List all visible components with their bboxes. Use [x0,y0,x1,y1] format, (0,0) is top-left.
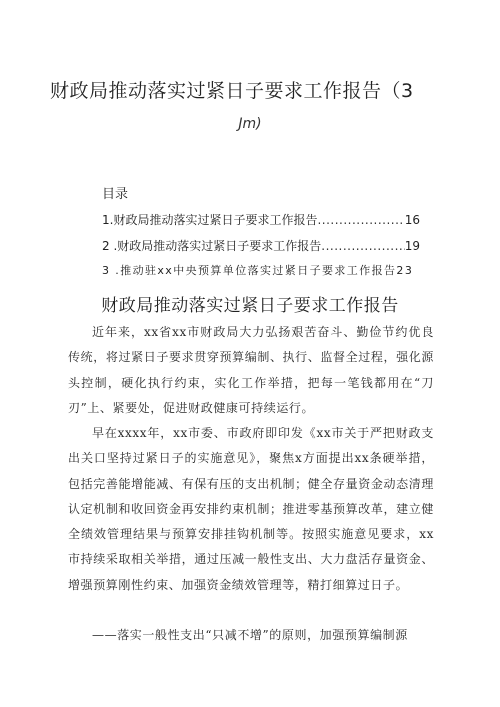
toc-leader-dots [317,213,404,227]
toc-entry-label: 2 .财政局推动落实过紧日子要求工作报告 [102,239,322,253]
toc-entry-page: 19 [404,239,420,253]
document-title: 财政局推动落实过紧日子要求工作报告（3 [50,80,414,102]
document-title-continuation: Jm) [238,116,262,132]
toc-entry[interactable] [102,262,420,278]
toc-entry-label: 1.财政局推动落实过紧日子要求工作报告 [102,213,318,227]
section-title: 财政局推动落实过紧日子要求工作报告 [101,296,399,316]
toc-entry[interactable] [102,237,420,254]
toc-entry[interactable] [102,211,420,228]
toc-entry-page: 23 [396,264,414,277]
toc-entry-page: 16 [404,213,420,227]
toc-entry-label: 3 .推动驻xx中央预算单位落实过紧日子要求工作报告 [102,264,397,277]
toc-leader-dots [321,239,404,253]
body-paragraph: 早在xxxx年，xx市委、市政府即印发《xx市关于严把财政支出关口坚持过紧日子的实施意见》，聚焦x方面提出xx条硬举措，包括完善能增能减、有保有压的支出机制；健全存量资金动态清理认定机制和收回资金再安排约束机制；推进零基预算改革，建立健全绩效管理结果与预算安排挂钩机制等。按照实施意见要求，xx市持续采取相关举措，通过压减一般性支出、大力盘活存量资金、增强预算刚性约束、加强资金绩效管理等，精打细算过日子。 [68,426,434,592]
body-paragraph: ——落实一般性支出“只减不增”的原则，加强预算编制源 [92,628,408,642]
toc-heading: 目录 [102,187,129,202]
body-paragraph: 近年来，xx省xx市财政局大力弘扬艰苦奋斗、勤俭节约优良传统，将过紧日子要求贯穿预算编制、执行、监督全过程，强化源头控制，硬化执行约束，实化工作举措，把每一笔钱都用在“刀刃”上、紧要处，促进财政健康可持续运行。 [68,325,434,415]
